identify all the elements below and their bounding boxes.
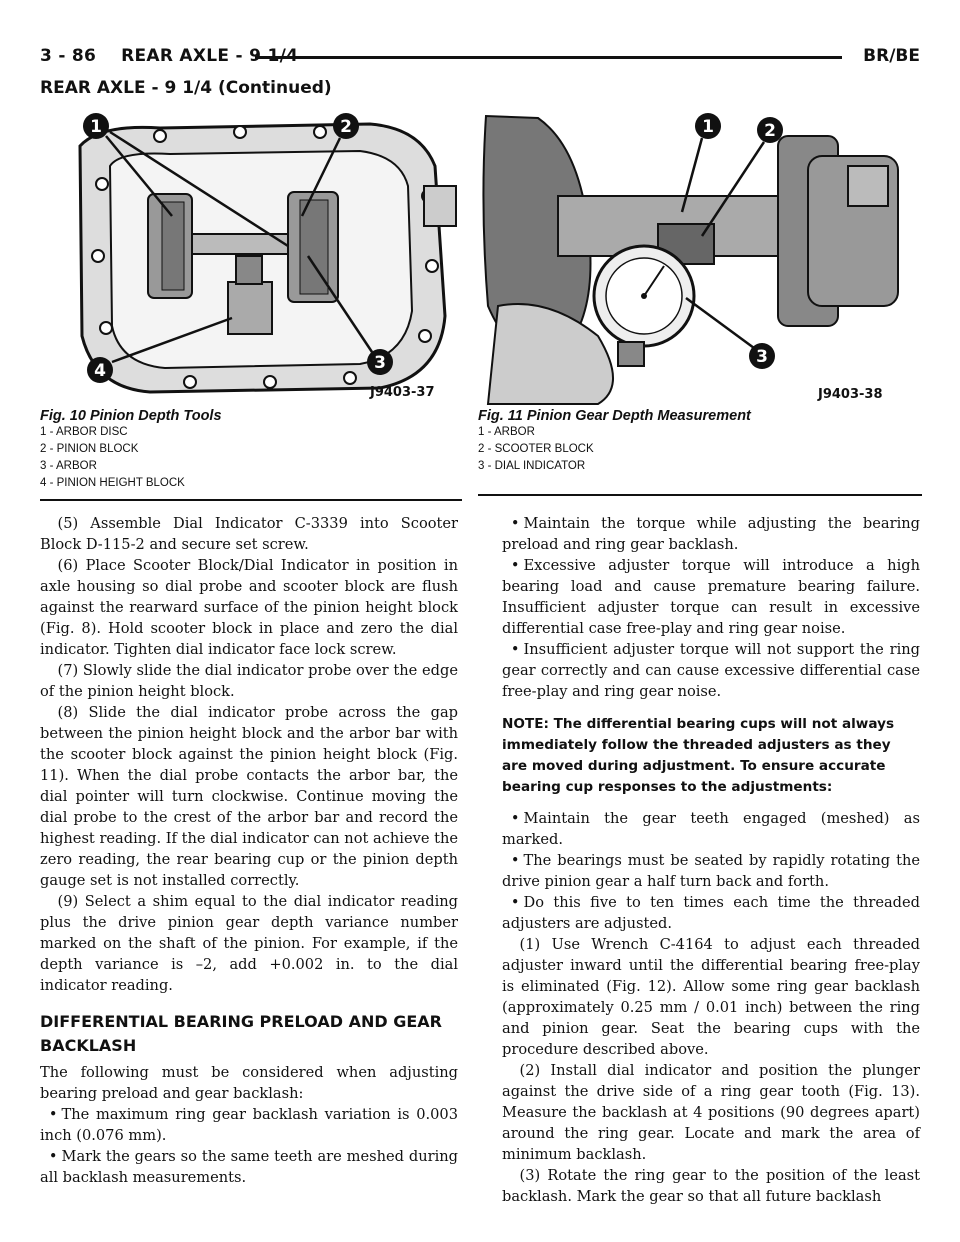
left-column (40, 513, 458, 1188)
fig11-rule (478, 494, 922, 496)
bullet-item: • The maximum ring gear backlash variation is 0.003 inch (0.076 mm). (40, 1106, 458, 1144)
page-number: 3 - 86 (40, 46, 97, 66)
fig10-callout-2 (333, 113, 359, 139)
note-text: NOTE: The differential bearing cups will not always immediately follow the threaded adjusters as they are moved during adjustment. To ensure accurate bearing cup responses to the adjustments: (502, 716, 895, 795)
svg-text:1: 1 (90, 117, 102, 137)
bullet-icon: • (48, 1148, 58, 1165)
fig10-legend-item: 2 - PINION BLOCK (40, 443, 139, 455)
fig11-illustration (478, 106, 922, 406)
intro-text: The following must be considered when adjusting bearing preload and gear backlash: (40, 1064, 458, 1102)
fig10-rule (40, 499, 462, 501)
fig10-callout-1 (83, 113, 109, 139)
bullet-icon: • (48, 1106, 58, 1123)
bullet-icon: • (510, 852, 520, 869)
continued-heading: REAR AXLE - 9 1/4 (Continued) (40, 78, 332, 98)
step-6: (6) Place Scooter Block/Dial Indicator in position in axle housing so dial probe and scooter block are flush against the rearward surface of the pinion height block (Fig. 8). Hold scooter block in place and zero the dial indicator. Tighten dial indicator face lock screw. (40, 557, 458, 658)
page-header (40, 46, 920, 76)
figure-10 (40, 106, 460, 492)
svg-text:1: 1 (702, 117, 714, 137)
fig10-legend-item: 1 - ARBOR DISC (40, 426, 128, 438)
header-rule (255, 56, 842, 59)
fig11-legend-item: 1 - ARBOR (478, 426, 535, 438)
section-heading: DIFFERENTIAL BEARING PRELOAD AND GEAR BACKLASH (40, 1012, 442, 1055)
fig10-legend-item: 3 - ARBOR (40, 460, 97, 472)
svg-text:2: 2 (764, 121, 776, 141)
bullet-item: • The bearings must be seated by rapidly rotating the drive pinion gear a half turn back and forth. (502, 852, 920, 890)
bullet-item: • Insufficient adjuster torque will not support the ring gear correctly and can cause excessive differential case free-play and ring gear noise. (502, 641, 920, 700)
fig10-callout-4 (87, 357, 113, 383)
step-5: (5) Assemble Dial Indicator C-3339 into Scooter Block D-115-2 and secure set screw. (40, 515, 458, 553)
fig10-callout-3 (367, 349, 393, 375)
adjust-step-2: (2) Install dial indicator and position the plunger against the drive side of a ring gear tooth (Fig. 13). Measure the backlash at 4 positions (90 degrees apart) around the ring gear. Locate and mark the area of minimum backlash. (502, 1062, 920, 1163)
svg-text:2: 2 (340, 117, 352, 137)
step-8: (8) Slide the dial indicator probe across the gap between the pinion height block and the arbor bar with the scooter block against the pinion height block (Fig. 11). When the dial probe contacts the arbor bar, the dial pointer will turn clockwise. Continue moving the dial probe to the crest of the arbor bar and record the highest reading. If the dial indicator can not achieve the zero reading, the rear bearing cup or the pinion depth gauge set is not installed correctly. (40, 704, 458, 889)
bullet-item: • Do this five to ten times each time the threaded adjusters are adjusted. (502, 894, 920, 932)
svg-text:3: 3 (374, 353, 386, 373)
fig11-code: J9403-38 (818, 387, 883, 402)
bullet-item: • Excessive adjuster torque will introduce a high bearing load and cause premature bearing failure. Insufficient adjuster torque can result in excessive differential case free-play and ring gear noise. (502, 557, 920, 637)
bullet-item: • Mark the gears so the same teeth are meshed during all backlash measurements. (40, 1148, 458, 1186)
section-title: REAR AXLE - 9 1/4 (121, 46, 299, 66)
step-7: (7) Slowly slide the dial indicator probe over the edge of the pinion height block. (40, 662, 458, 700)
fig11-legend-item: 3 - DIAL INDICATOR (478, 460, 586, 472)
fig11-callout-2 (757, 117, 783, 143)
bullet-item: • Maintain the torque while adjusting the bearing preload and ring gear backlash. (502, 515, 920, 553)
bullet-icon: • (510, 810, 520, 827)
bullet-icon: • (510, 894, 520, 911)
fig10-title: Fig. 10 Pinion Depth Tools (40, 408, 222, 424)
step-9: (9) Select a shim equal to the dial indicator reading plus the drive pinion gear depth variance number marked on the shaft of the pinion. For example, if the depth variance is –2, add +0.002 in. to the dial indicator reading. (40, 893, 458, 994)
adjust-step-3: (3) Rotate the ring gear to the position of the least backlash. Mark the gear so that all future backlash (502, 1167, 920, 1205)
adjust-step-1: (1) Use Wrench C-4164 to adjust each threaded adjuster inward until the differential bearing free-play is eliminated (Fig. 12). Allow some ring gear backlash (approximately 0.25 mm / 0.01 inch) between the ring and pinion gear. Seat the bearing cups with the procedure described above. (502, 936, 920, 1058)
figure-11 (478, 106, 922, 475)
model-code: BR/BE (863, 46, 920, 66)
fig10-illustration (40, 106, 460, 406)
svg-text:4: 4 (94, 361, 106, 381)
fig11-legend-item: 2 - SCOOTER BLOCK (478, 443, 594, 455)
bullet-icon: • (510, 515, 520, 532)
fig10-legend-item: 4 - PINION HEIGHT BLOCK (40, 477, 185, 489)
bullet-icon: • (510, 557, 520, 574)
fig11-title: Fig. 11 Pinion Gear Depth Measurement (478, 408, 751, 424)
fig11-callout-1 (695, 113, 721, 139)
fig10-code: J9403-37 (370, 385, 435, 400)
bullet-item: • Maintain the gear teeth engaged (meshed) as marked. (502, 810, 920, 848)
right-column (502, 513, 920, 1207)
bullet-icon: • (510, 641, 520, 658)
svg-text:3: 3 (756, 347, 768, 367)
